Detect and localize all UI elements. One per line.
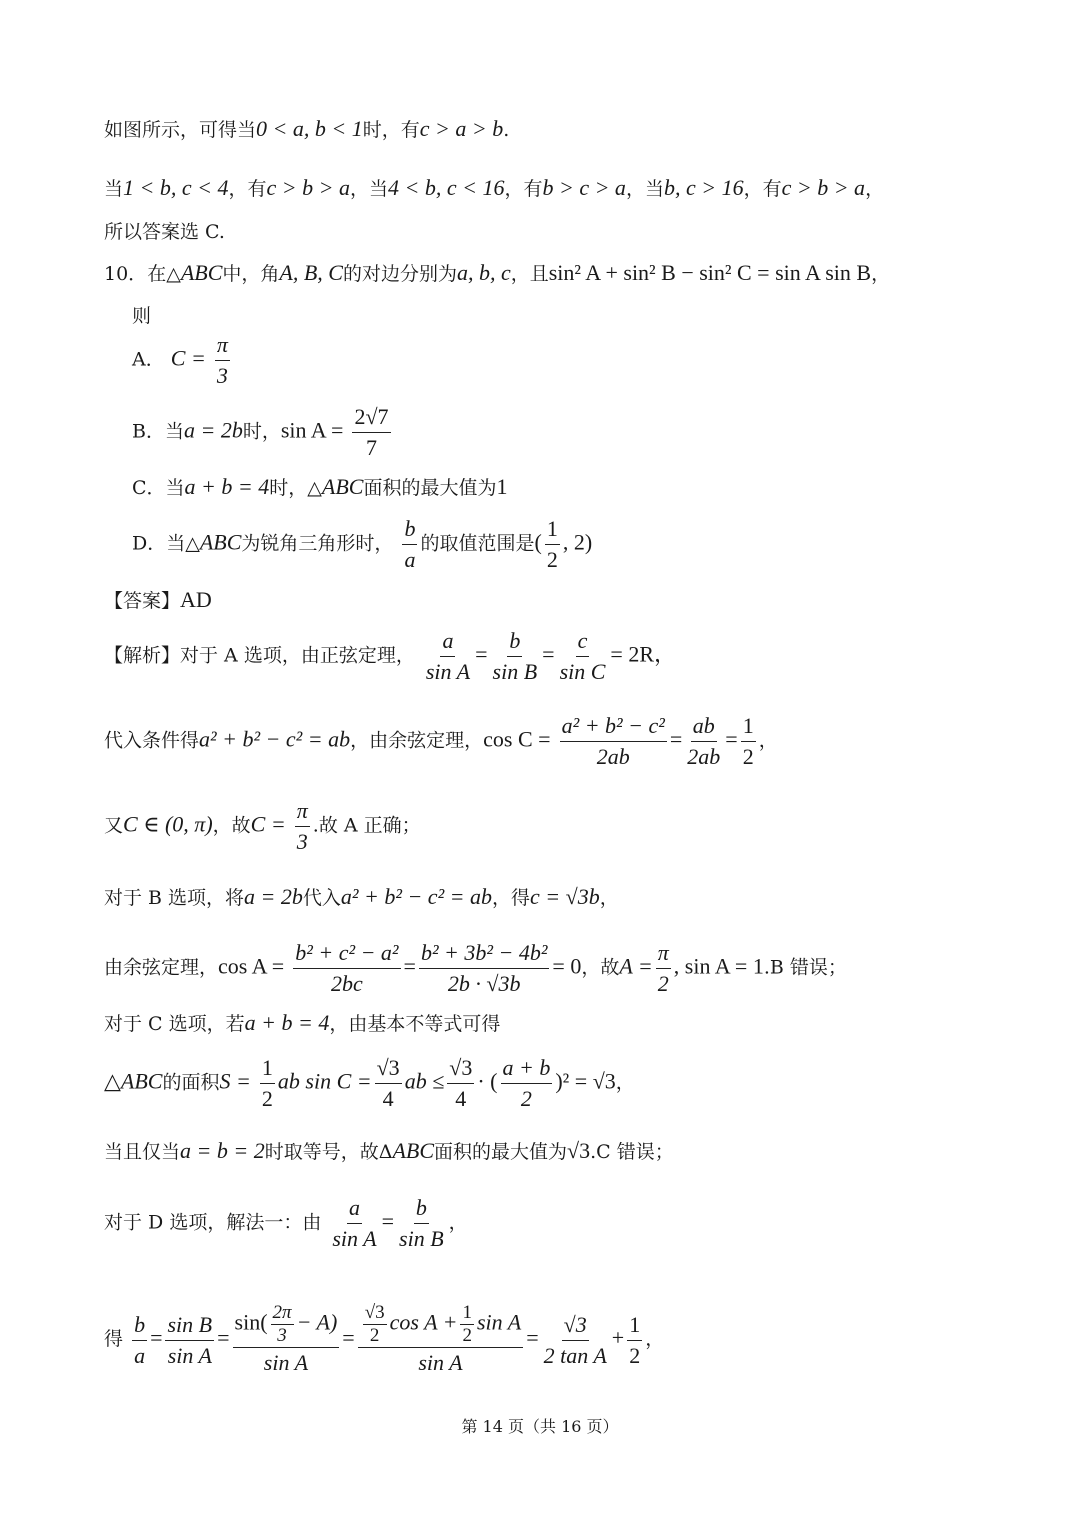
den: 3 xyxy=(296,829,308,854)
fraction xyxy=(330,1193,378,1254)
text: ，当 xyxy=(349,178,388,200)
fraction xyxy=(260,1053,275,1114)
fraction xyxy=(165,1310,214,1371)
intro-line-3: 所以答案选 C. xyxy=(104,221,225,243)
num: 1 xyxy=(462,1302,472,1323)
math: S = xyxy=(219,1068,251,1094)
num: 2√7 xyxy=(352,402,390,433)
text: 代入条件得 xyxy=(104,729,200,752)
num: b² + 3b² − 4b² xyxy=(419,938,549,969)
den: 2b · √3b xyxy=(447,971,521,996)
math: , 2) xyxy=(562,529,593,555)
den: 4 xyxy=(382,1086,394,1111)
num: b xyxy=(402,514,417,545)
fraction xyxy=(656,938,671,999)
option-d xyxy=(132,514,592,575)
fraction xyxy=(460,1302,474,1347)
den: sin A xyxy=(332,1226,377,1251)
math: a = 2b xyxy=(183,417,243,443)
text: 得 xyxy=(104,1328,124,1350)
den: 2 xyxy=(369,1325,380,1346)
math: C ∈ (0, π) xyxy=(123,811,213,837)
math: ABC xyxy=(120,1068,163,1094)
text: ，当 xyxy=(625,178,664,200)
analysis-c3 xyxy=(104,1138,674,1165)
num: ab xyxy=(691,711,717,742)
text: ， xyxy=(871,263,891,285)
den: 2bc xyxy=(331,971,363,996)
math: = 2R， xyxy=(610,641,677,667)
math: A, B, C xyxy=(279,260,343,285)
analysis-b1 xyxy=(104,884,619,911)
num: b² + c² − a² xyxy=(293,938,400,969)
num: π xyxy=(656,938,671,969)
text: 对于 D 选项，解法一：由 xyxy=(104,1211,322,1234)
text: 时，△ xyxy=(269,477,322,499)
intro-line-2 xyxy=(104,175,884,202)
den: 2 xyxy=(520,1086,532,1111)
analysis-a3 xyxy=(104,796,421,857)
num: 2π xyxy=(272,1302,292,1323)
text: 对于 B 选项，将 xyxy=(104,887,245,909)
math: sin² A + sin² B − sin² C = sin A sin B xyxy=(548,260,872,285)
math: 1 < b, c < 4 xyxy=(123,175,229,200)
num: π xyxy=(215,330,230,361)
option-label: D．当△ xyxy=(132,532,200,555)
den: sin A xyxy=(167,1342,212,1368)
math: c = √3b xyxy=(530,884,600,909)
math: cos C = xyxy=(483,726,551,752)
analysis-c1 xyxy=(104,1010,500,1037)
text: ， xyxy=(599,887,619,909)
math: ( xyxy=(534,529,542,555)
fraction xyxy=(271,1302,294,1347)
text: 对于 A 选项，由正弦定理， xyxy=(180,644,415,667)
fraction xyxy=(627,1310,642,1371)
math: ABC xyxy=(392,1138,435,1163)
text: ，且 xyxy=(510,263,549,285)
text: 又 xyxy=(104,814,124,837)
text: ，有 xyxy=(743,178,782,200)
text: ，由余弦定理， xyxy=(350,729,484,752)
math: 0 < a, b < 1 xyxy=(256,116,363,141)
fraction xyxy=(545,514,560,575)
fraction xyxy=(542,1310,609,1371)
analysis-c2 xyxy=(104,1053,635,1114)
math: ABC xyxy=(180,260,223,285)
text: 时取等号，故Δ xyxy=(264,1141,393,1163)
den: a xyxy=(404,547,416,572)
den: sin A xyxy=(263,1350,309,1375)
option-label: A． xyxy=(132,348,165,371)
fraction xyxy=(215,330,230,391)
fraction xyxy=(295,796,310,857)
den: 2ab xyxy=(687,744,721,769)
math: cos A = xyxy=(218,953,285,979)
analysis-a1: 【解析】对于 A 选项，由正弦定理， $\frac{a}{\text{sin A}}$ = $\frac{b}{\text{sin B}}$ = $\frac{c}{\text{sin C}}$ = 2R， xyxy=(104,626,676,687)
text: 的对边分别为 xyxy=(342,263,457,285)
option-label: C．当 xyxy=(132,477,185,499)
text: 的面积 xyxy=(162,1071,220,1094)
num: b xyxy=(414,1193,429,1224)
math: = 0 xyxy=(552,953,582,979)
option-b xyxy=(132,402,394,463)
den: 2 xyxy=(462,1325,472,1346)
text: 面积的最大值为 xyxy=(363,477,497,499)
num: b xyxy=(507,626,522,657)
num: 1 xyxy=(545,514,560,545)
math: a + b = 4 xyxy=(244,1010,330,1035)
triangle-symbol: △ xyxy=(104,1068,121,1094)
math: c > b > a xyxy=(781,175,866,200)
math: a = 2b xyxy=(244,884,303,909)
fraction xyxy=(363,1302,387,1347)
question-then: 则 xyxy=(132,305,152,327)
num: 1 xyxy=(741,711,756,742)
fraction xyxy=(424,626,472,687)
text: .B 错误； xyxy=(763,956,847,979)
fraction xyxy=(560,711,667,772)
num: √3 xyxy=(447,1053,474,1084)
fraction xyxy=(358,1302,523,1378)
math: a² + b² − c² = ab xyxy=(340,884,493,909)
text: ，有 xyxy=(228,178,267,200)
text: sin A xyxy=(476,1309,522,1335)
option-label: B．当 xyxy=(132,420,184,443)
den: a xyxy=(134,1342,146,1368)
math: ab sin C = xyxy=(277,1068,372,1094)
text: 为锐角三角形时， xyxy=(241,532,394,555)
text: 对于 C 选项，若 xyxy=(104,1013,245,1035)
fraction xyxy=(233,1302,340,1378)
fraction xyxy=(293,938,400,999)
math: C = xyxy=(170,345,206,371)
den: 2 xyxy=(629,1342,641,1368)
text: 中，角 xyxy=(222,263,280,285)
num: c xyxy=(576,626,590,657)
den: 2 tan A xyxy=(543,1342,607,1368)
text: ，故 xyxy=(212,814,251,837)
fraction xyxy=(375,1053,402,1114)
math: · ( xyxy=(477,1068,498,1094)
fraction xyxy=(419,938,549,999)
math: )² = √3 xyxy=(555,1068,616,1094)
math: ABC xyxy=(199,529,242,555)
num: a xyxy=(347,1193,362,1224)
text: ，由基本不等式可得 xyxy=(329,1013,501,1035)
den: sin A xyxy=(425,659,471,684)
fraction xyxy=(402,514,417,575)
fraction xyxy=(558,626,608,687)
answer-line xyxy=(104,587,212,614)
question-stem xyxy=(104,260,890,287)
text: ， xyxy=(448,1211,468,1234)
text: ，有 xyxy=(504,178,543,200)
intro-line-1: 如图所示，可得当0 < a, b < 1时，有c > a > b. xyxy=(104,116,510,141)
den: 2 xyxy=(657,971,669,996)
num: √3 xyxy=(364,1302,385,1323)
math: c > b > a xyxy=(266,175,350,200)
fraction xyxy=(352,402,390,463)
fraction xyxy=(685,711,722,772)
den: 4 xyxy=(455,1086,467,1111)
num: √3 xyxy=(375,1053,402,1084)
math: ab ≤ xyxy=(404,1068,445,1094)
fraction xyxy=(397,1193,446,1254)
text: .C 错误； xyxy=(590,1141,674,1163)
option-c xyxy=(132,474,507,501)
analysis-d1: 对于 D 选项，解法一：由 $\frac{a}{\text{sin A}}$ = $\frac{b}{\text{sin B}}$ ， xyxy=(104,1193,468,1254)
math: √3 xyxy=(567,1138,591,1163)
den: 7 xyxy=(365,435,377,460)
num: a² + b² − c² xyxy=(560,711,667,742)
fraction xyxy=(501,1053,553,1114)
math: a, b, c xyxy=(456,260,511,285)
fraction xyxy=(491,626,540,687)
text: 的取值范围是 xyxy=(420,532,535,555)
analysis-d2: 得 $\frac{b}{a}$ = $\frac{\text{sin B}}{\text{sin A}}$ = sin( $\frac{2\pi}{3}$ − A) sin A = $\frac{√3}{2}$ cos A + $\frac{1}{2}$ sin A sin A = $\frac{√3}{\text{2 tan A}}$ + $\frac{1}{2}$ ， xyxy=(104,1302,664,1378)
math: a² + b² − c² = ab xyxy=(199,726,351,752)
math: A = xyxy=(619,953,653,979)
text: 由余弦定理， xyxy=(104,956,219,979)
den: 3 xyxy=(216,363,228,388)
den: 2ab xyxy=(596,744,630,769)
text: ，故 xyxy=(581,956,620,979)
math: b, c > 16 xyxy=(663,175,744,200)
question-number: 10． xyxy=(104,263,148,285)
text: 在△ xyxy=(147,263,181,285)
num: π xyxy=(295,796,310,827)
math: a + b = 4 xyxy=(184,474,270,499)
analysis-b2: 由余弦定理，cos A = $\frac{\text{b² + c² − a²}}{2bc}$ = $\frac{\text{b² + 3b² − 4b²}}{2b \cdot √3b}$ = 0，故A = $\frac{\pi}{2}$ , sin A = 1.B 错误； xyxy=(104,938,847,999)
analysis-label: 【解析】 xyxy=(104,644,181,667)
math: c > a > b xyxy=(419,116,504,141)
math: 4 < b, c < 16 xyxy=(387,175,505,200)
answer-label: 【答案】 xyxy=(104,590,181,612)
den: sin C xyxy=(559,659,606,684)
fraction xyxy=(741,711,756,772)
analysis-a2: 代入条件得a² + b² − c² = ab，由余弦定理，cos C = $\frac{\text{a² + b² − c²}}{2ab}$ = $\frac{ab}{2ab}$ = $\frac{1}{2}$ ， xyxy=(104,711,778,772)
math: b > c > a xyxy=(542,175,626,200)
text: 代入 xyxy=(302,887,341,909)
text: .故 A 正确； xyxy=(312,814,421,837)
math: , sin A = 1 xyxy=(673,953,764,979)
num: √3 xyxy=(562,1310,589,1341)
math: sin A = xyxy=(280,417,344,443)
den: 3 xyxy=(277,1325,287,1346)
den: 2 xyxy=(261,1086,273,1111)
num: a + b xyxy=(501,1053,553,1084)
den: 2 xyxy=(742,744,754,769)
text: ， xyxy=(645,1328,665,1350)
option-a xyxy=(132,330,233,391)
text: 当且仅当 xyxy=(104,1141,181,1163)
text: 面积的最大值为 xyxy=(434,1141,568,1163)
math: 1 xyxy=(496,474,508,499)
fraction xyxy=(132,1310,147,1371)
num: a xyxy=(440,626,455,657)
text: − A) xyxy=(296,1309,338,1335)
text: 时， xyxy=(242,420,281,443)
text: ， xyxy=(615,1071,635,1094)
text: sin( xyxy=(234,1309,268,1335)
math: a = b = 2 xyxy=(180,1138,265,1163)
num: b xyxy=(132,1310,147,1341)
math: C = xyxy=(250,811,286,837)
text: ，得 xyxy=(492,887,531,909)
text: cos A + xyxy=(389,1309,458,1335)
page-footer: 第 14 页（共 16 页） xyxy=(461,1417,619,1436)
text: ， xyxy=(865,178,885,200)
num: 1 xyxy=(627,1310,642,1341)
fraction xyxy=(447,1053,474,1114)
num: 1 xyxy=(260,1053,275,1084)
den: 2 xyxy=(546,547,558,572)
den: sin B xyxy=(492,659,538,684)
den: sin B xyxy=(399,1226,444,1251)
text: 如图所示，可得当 xyxy=(104,119,257,141)
den: sin A xyxy=(418,1350,463,1375)
text: ， xyxy=(758,729,778,752)
text: 当 xyxy=(104,178,124,200)
answer-value: AD xyxy=(180,587,212,612)
math: ABC xyxy=(321,474,364,499)
text: 时，有 xyxy=(362,119,420,141)
num: sin B xyxy=(165,1310,214,1341)
